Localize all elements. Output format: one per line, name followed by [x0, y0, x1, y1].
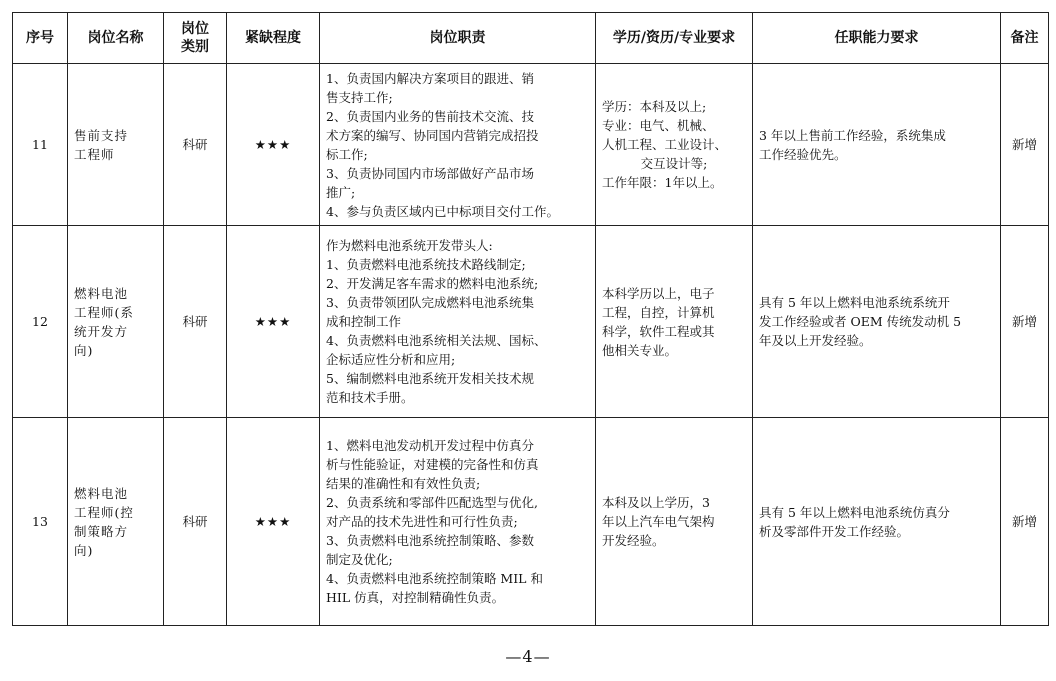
- job-name-line: 制策略方: [74, 523, 129, 539]
- row-ability: [753, 64, 1001, 226]
- duty-line: 2、开发满足客车需求的燃料电池系统;: [326, 276, 539, 291]
- duty-line: 1、负责国内解决方案项目的跟进、销: [326, 70, 534, 86]
- duty-line: 3、负责燃料电池系统控制策略、参数: [326, 533, 534, 548]
- row-category: 科研: [164, 64, 227, 226]
- header-category: [164, 13, 227, 64]
- header-duties: 岗位职责: [320, 13, 596, 64]
- duty-line: 成和控制工作: [326, 314, 402, 329]
- requirement-line: 人机工程、工业设计、: [602, 137, 728, 152]
- row-category: 科研: [164, 226, 227, 418]
- duty-line: 术方案的编写、协同国内营销完成招投: [326, 127, 539, 143]
- row-urgency-stars: ★★★: [227, 418, 320, 626]
- row-idx: 11: [13, 64, 68, 226]
- header-row: [13, 13, 1049, 64]
- requirement-line: 科学，软件工程或其: [602, 323, 715, 339]
- job-name-line: 向): [74, 542, 94, 558]
- row-job-name: [68, 226, 164, 418]
- row-requirements: [596, 418, 753, 626]
- header-urgency: 紧缺程度: [227, 13, 320, 64]
- duty-line: 推广;: [326, 184, 356, 200]
- row-ability: [753, 226, 1001, 418]
- job-name-line: 工程师(控: [74, 504, 134, 520]
- ability-line: 年及以上开发经验。: [759, 333, 872, 348]
- row-ability: [753, 418, 1001, 626]
- requirement-line: 工程，自控，计算机: [602, 304, 715, 320]
- requirement-line: 交互设计等;: [640, 156, 708, 171]
- duty-line: 5、编制燃料电池系统开发相关技术规: [326, 371, 534, 386]
- job-name-line: 工程师(系: [74, 304, 134, 320]
- requirement-line: 他相关专业。: [602, 342, 678, 358]
- requirement-line: 开发经验。: [602, 533, 665, 548]
- ability-line: 析及零部件开发工作经验。: [759, 523, 910, 539]
- requirement-line: 年以上汽车电气架构: [602, 514, 715, 529]
- row-duties: [320, 64, 596, 226]
- duty-line: 售支持工作;: [326, 89, 393, 105]
- duty-line: 1、负责燃料电池系统技术路线制定;: [326, 257, 526, 272]
- duty-line: 析与性能验证，对建模的完备性和仿真: [326, 457, 539, 472]
- duty-line: 2、负责国内业务的售前技术交流、技: [326, 108, 534, 124]
- duty-line: 4、负责燃料电池系统相关法规、国标、: [326, 333, 547, 348]
- header-category-line: 类别: [181, 39, 209, 55]
- requirement-line: 工作年限：1年以上。: [602, 175, 723, 190]
- row-urgency-stars: ★★★: [227, 226, 320, 418]
- header-ability: 任职能力要求: [753, 13, 1001, 64]
- duty-line: 1、燃料电池发动机开发过程中仿真分: [326, 438, 534, 453]
- row-job-name: [68, 418, 164, 626]
- duty-line: 3、负责协同国内市场部做好产品市场: [326, 165, 534, 181]
- row-idx: 13: [13, 418, 68, 626]
- ability-line: 工作经验优先。: [759, 146, 847, 162]
- job-name-line: 向): [74, 342, 94, 358]
- duty-line: 作为燃料电池系统开发带头人:: [326, 238, 493, 253]
- duty-line: 4、参与负责区域内已中标项目交付工作。: [326, 203, 559, 219]
- ability-line: 发工作经验或者 OEM 传统发动机 5: [759, 314, 962, 329]
- header-idx: 序号: [13, 13, 68, 64]
- row-category: 科研: [164, 418, 227, 626]
- row-duties: [320, 418, 596, 626]
- duty-line: 范和技术手册。: [326, 390, 414, 405]
- duty-line: 标工作;: [326, 146, 368, 162]
- duty-line: 2、负责系统和零部件匹配选型与优化,: [326, 495, 538, 510]
- page-number: —4—: [505, 647, 551, 666]
- requirement-line: 本科及以上学历，3: [602, 495, 710, 510]
- requirement-line: 学历：本科及以上;: [602, 99, 707, 114]
- ability-line: 具有 5 年以上燃料电池系统系统开: [759, 295, 950, 310]
- header-category-line: 岗位: [181, 21, 209, 37]
- requirement-line: 专业：电气、机械、: [602, 118, 715, 133]
- requirement-line: 本科学历以上，电子: [602, 285, 715, 301]
- duty-line: 制定及优化;: [326, 552, 393, 567]
- row-duties: [320, 226, 596, 418]
- row-urgency-stars: ★★★: [227, 64, 320, 226]
- job-name-line: 工程师: [74, 146, 115, 162]
- duty-line: 4、负责燃料电池系统控制策略 MIL 和: [326, 571, 543, 586]
- row-note: 新增: [1001, 418, 1049, 626]
- row-job-name: [68, 64, 164, 226]
- row-idx: 12: [13, 226, 68, 418]
- duty-line: 企标适应性分析和应用;: [326, 352, 456, 367]
- duty-line: 对产品的技术先进性和可行性负责;: [326, 514, 518, 529]
- job-name-line: 燃料电池: [74, 285, 129, 301]
- row-requirements: [596, 226, 753, 418]
- job-name-line: 统开发方: [74, 323, 129, 339]
- ability-line: 具有 5 年以上燃料电池系统仿真分: [759, 504, 950, 520]
- row-requirements: [596, 64, 753, 226]
- header-note: 备注: [1001, 13, 1049, 64]
- table-row: [13, 226, 1049, 418]
- job-name-line: 燃料电池: [74, 485, 129, 501]
- ability-line: 3 年以上售前工作经验，系统集成: [759, 127, 946, 143]
- table-row: [13, 64, 1049, 226]
- job-table: [12, 12, 1049, 626]
- row-note: 新增: [1001, 226, 1049, 418]
- duty-line: 3、负责带领团队完成燃料电池系统集: [326, 295, 534, 310]
- header-name: 岗位名称: [68, 13, 164, 64]
- job-name-line: 售前支持: [74, 127, 129, 143]
- duty-line: HIL 仿真，对控制精确性负责。: [326, 590, 505, 605]
- header-requirements: 学历/资历/专业要求: [596, 13, 753, 64]
- row-note: 新增: [1001, 64, 1049, 226]
- table-row: [13, 418, 1049, 626]
- duty-line: 结果的准确性和有效性负责;: [326, 476, 481, 491]
